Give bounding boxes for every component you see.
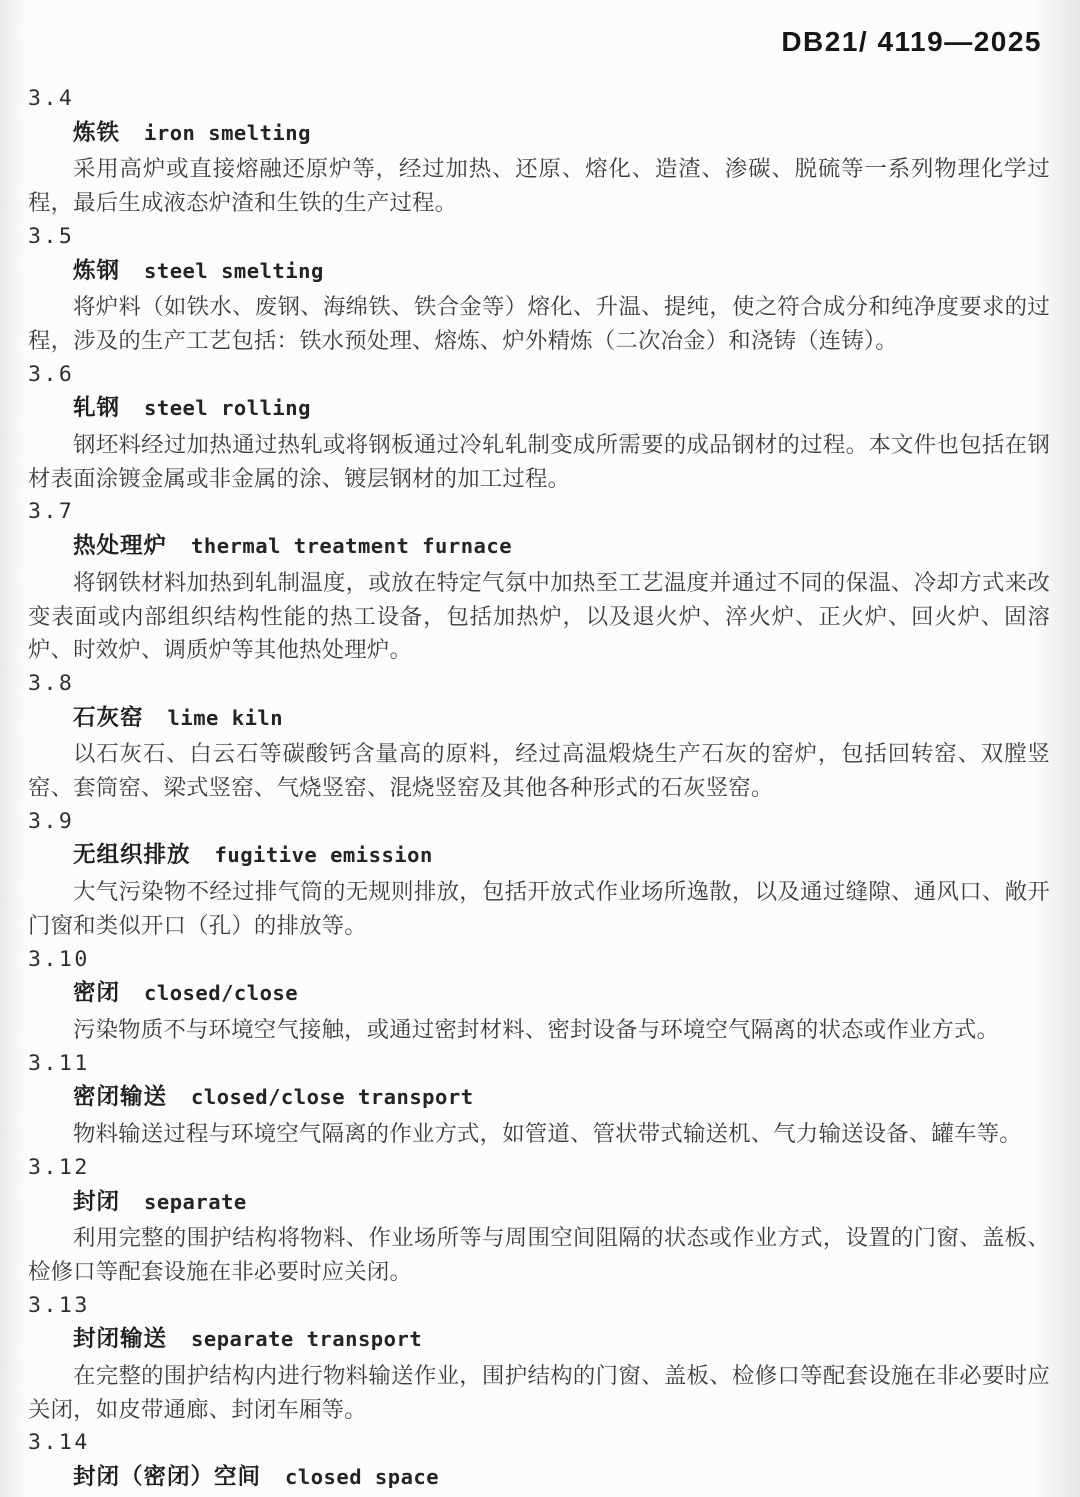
term-line [28, 1185, 1050, 1222]
section-number: 3.5 [28, 223, 75, 249]
term-chinese: 封闭（密闭）空间 [73, 1464, 262, 1490]
term-english: separate transport [191, 1327, 423, 1352]
term-line [28, 529, 1050, 566]
section-number: 3.13 [28, 1292, 90, 1318]
term-definition: 利用完整的围护结构将物料、作业场所等与周围空间阻隔的状态或作业方式，设置的门窗、盖板、检修口等配套设施在非必要时应关闭。 [28, 1225, 1050, 1284]
term-line [28, 976, 1050, 1013]
term-definition: 在完整的围护结构内进行物料输送作业，围护结构的门窗、盖板、检修口等配套设施在非必要时应关闭，如皮带通廊、封闭车厢等。 [28, 1363, 1050, 1422]
term-line [28, 116, 1050, 153]
term-definition: 钢坯料经过加热通过热轧或将钢板通过冷轧轧制变成所需要的成品钢材的过程。本文件也包括在钢材表面涂镀金属或非金属的涂、镀层钢材的加工过程。 [28, 432, 1050, 491]
term-definition: 大气污染物不经过排气筒的无规则排放，包括开放式作业场所逸散，以及通过缝隙、通风口、敞开门窗和类似开口（孔）的排放等。 [28, 879, 1050, 938]
term-line [28, 391, 1050, 428]
section-number: 3.12 [28, 1154, 90, 1180]
section-number: 3.7 [28, 499, 75, 525]
term-line [28, 1322, 1050, 1359]
section-number: 3.9 [28, 808, 75, 834]
term-english: fugitive emission [214, 843, 433, 868]
term-definition: 采用高炉或直接熔融还原炉等，经过加热、还原、熔化、造渣、渗碳、脱硫等一系列物理化学过程，最后生成液态炉渣和生铁的生产过程。 [28, 156, 1050, 216]
term-definition: 以石灰石、白云石等碳酸钙含量高的原料，经过高温煅烧生产石灰的窑炉，包括回转窑、双膛竖窑、套筒窑、梁式竖窑、气烧竖窑、混烧竖窑及其他各种形式的石灰竖窑。 [28, 741, 1050, 801]
section-number: 3.6 [28, 361, 75, 387]
document-number: DB21/ 4119—2025 [781, 26, 1042, 57]
term-english: lime kiln [167, 705, 284, 730]
term-english: steel smelting [144, 258, 324, 283]
term-section [28, 358, 1050, 496]
term-definition: 物料输送过程与环境空气隔离的作业方式，如管道、管状带式输送机、气力输送设备、罐车等。 [73, 1121, 1022, 1147]
term-chinese: 封闭 [73, 1188, 121, 1214]
term-section [28, 1426, 1050, 1496]
term-chinese: 轧钢 [73, 395, 121, 421]
term-section [28, 220, 1050, 358]
term-chinese: 炼铁 [73, 119, 121, 145]
terms-and-definitions-list [28, 82, 1050, 1497]
section-number: 3.11 [28, 1050, 90, 1076]
term-chinese: 密闭输送 [73, 1084, 168, 1110]
section-number: 3.14 [28, 1430, 90, 1456]
section-number: 3.10 [28, 946, 90, 972]
term-chinese: 石灰窑 [73, 704, 144, 730]
term-chinese: 无组织排放 [73, 842, 191, 868]
term-line [28, 1080, 1050, 1117]
term-section [28, 943, 1050, 1047]
section-number: 3.4 [28, 86, 75, 111]
term-english: steel rolling [144, 396, 311, 421]
term-line [28, 254, 1050, 291]
term-english: separate [144, 1189, 247, 1214]
term-line [28, 1460, 1050, 1497]
section-number: 3.8 [28, 670, 75, 696]
term-english: closed/close transport [191, 1085, 474, 1110]
term-chinese: 密闭 [73, 980, 121, 1006]
term-definition: 将钢铁材料加热到轧制温度，或放在特定气氛中加热至工艺温度并通过不同的保温、冷却方式来改变表面或内部组织结构性能的热工设备，包括加热炉，以及退火炉、淬火炉、正火炉、回火炉、固溶炉、时效炉、调质炉等其他热处理炉。 [28, 569, 1050, 663]
term-definition: 污染物质不与环境空气接触，或通过密封材料、密封设备与环境空气隔离的状态或作业方式。 [73, 1016, 1000, 1042]
term-english: closed/close [144, 981, 299, 1006]
term-chinese: 封闭输送 [73, 1326, 168, 1352]
term-section [28, 495, 1050, 667]
term-section [28, 1289, 1050, 1427]
term-chinese: 炼钢 [73, 257, 121, 283]
term-chinese: 热处理炉 [73, 533, 168, 559]
term-line [28, 838, 1050, 875]
term-english: thermal treatment furnace [191, 534, 513, 559]
term-section [28, 805, 1050, 943]
term-english: iron smelting [144, 120, 311, 145]
term-definition: 将炉料（如铁水、废钢、海绵铁、铁合金等）熔化、升温、提纯，使之符合成分和纯净度要求的过程，涉及的生产工艺包括：铁水预处理、熔炼、炉外精炼（二次冶金）和浇铸（连铸）。 [28, 294, 1050, 353]
term-section [28, 667, 1050, 805]
term-section [28, 1047, 1050, 1151]
term-english: closed space [285, 1465, 440, 1490]
term-section [28, 1151, 1050, 1289]
term-line [28, 701, 1050, 738]
term-section [28, 82, 1050, 220]
